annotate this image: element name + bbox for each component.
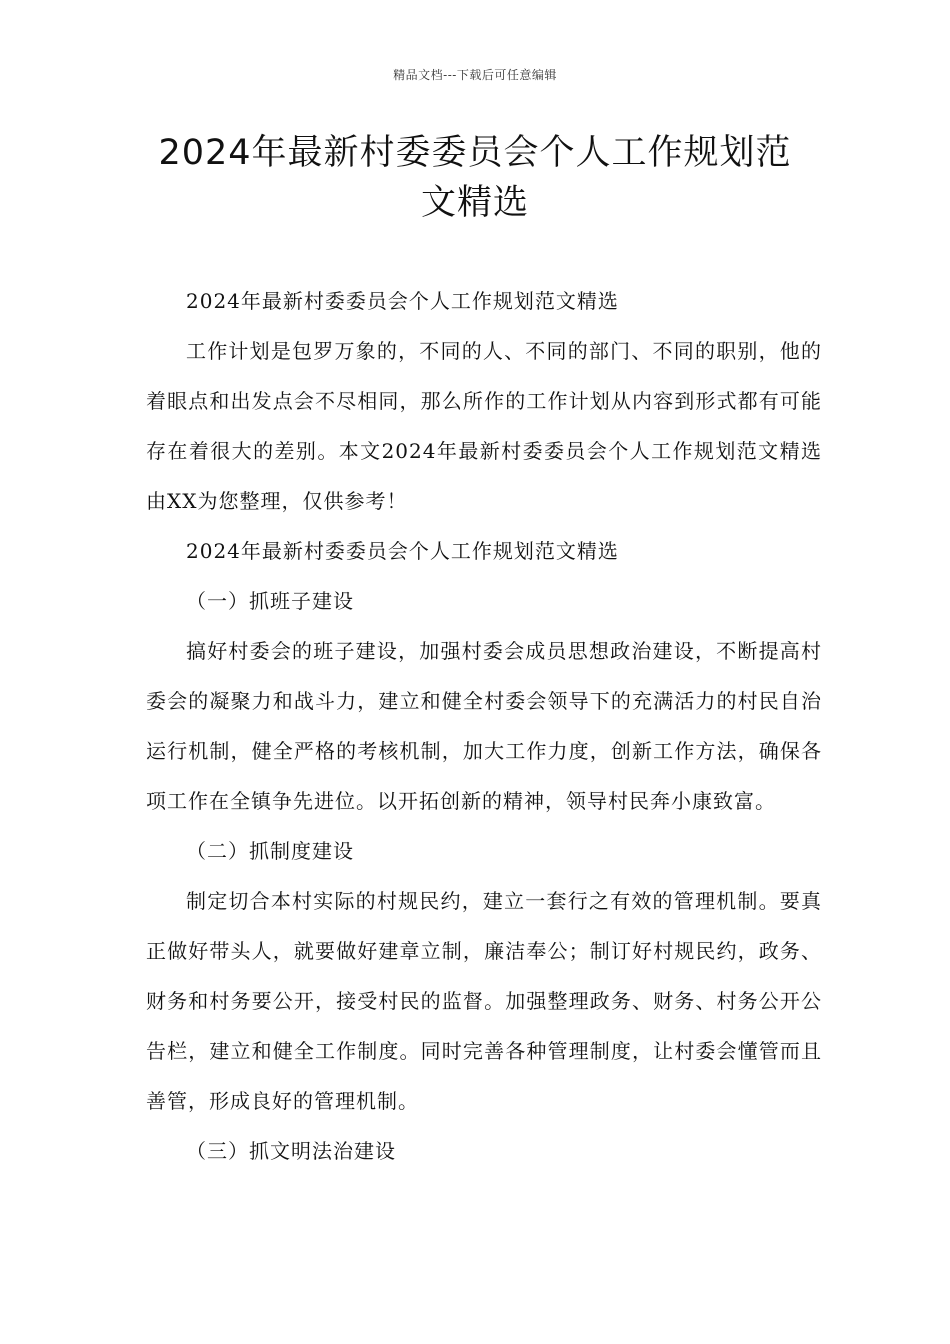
title-line-2: 文精选 <box>420 183 529 223</box>
section-1-paragraph: 搞好村委会的班子建设，加强村委会成员思想政治建设，不断提高村委会的凝聚力和战斗力，建立和健全村委会领导下的充满活力的村民自治运行机制，健全严格的考核机制，加大工作力度，创新工作方法，确保各项工作在全镇争先进位。以开拓创新的精神，领导村民奔小康致富。 <box>146 639 822 813</box>
section-heading-main: 2024年最新村委委员会个人工作规划范文精选 <box>186 539 619 563</box>
subtitle-paragraph: 2024年最新村委委员会个人工作规划范文精选 <box>186 289 619 313</box>
document-body <box>146 276 822 1176</box>
section-heading-2: （二）抓制度建设 <box>186 839 354 863</box>
title-line-1: 2024年最新村委委员会个人工作规划范 <box>158 133 792 173</box>
section-heading-1: （一）抓班子建设 <box>186 589 354 613</box>
section-heading-3: （三）抓文明法治建设 <box>186 1139 396 1163</box>
intro-paragraph: 工作计划是包罗万象的，不同的人、不同的部门、不同的职别，他的着眼点和出发点会不尽相同，那么所作的工作计划从内容到形式都有可能存在着很大的差别。本文2024年最新村委委员会个人工作规划范文精选由XX为您整理，仅供参考！ <box>146 339 822 513</box>
document-title <box>120 128 830 228</box>
page-header: 精品文档---下载后可任意编辑 <box>393 68 557 82</box>
section-2-paragraph: 制定切合本村实际的村规民约，建立一套行之有效的管理机制。要真正做好带头人，就要做好建章立制，廉洁奉公；制订好村规民约，政务、财务和村务要公开，接受村民的监督。加强整理政务、财务、村务公开公告栏，建立和健全工作制度。同时完善各种管理制度，让村委会懂管而且善管，形成良好的管理机制。 <box>146 889 822 1113</box>
